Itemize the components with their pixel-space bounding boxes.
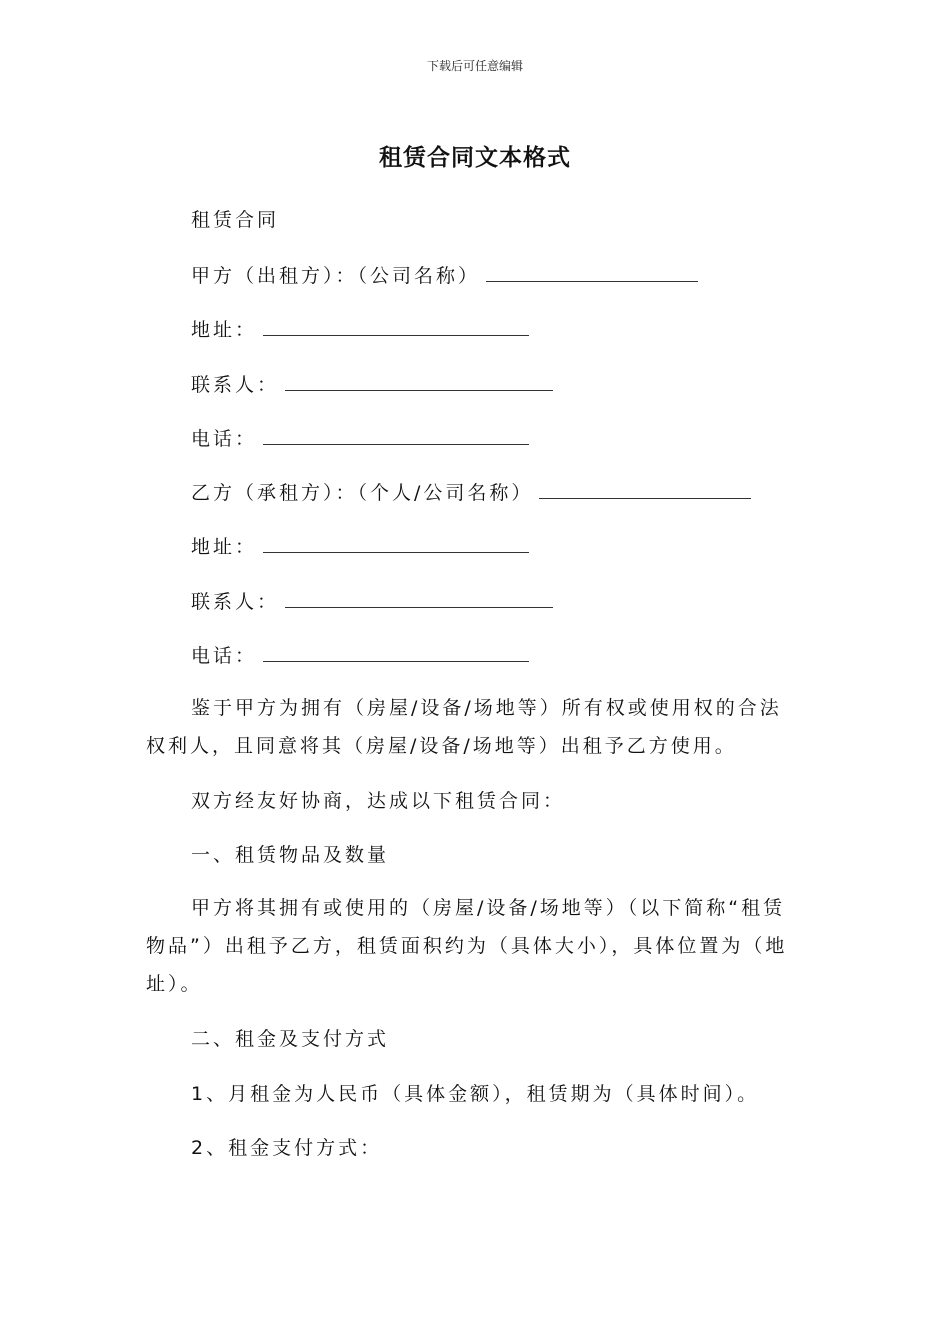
party-a-phone-label: 电话： [191,428,258,450]
party-b-phone-label: 电话： [191,645,258,667]
section2-item2: 2、租金支付方式： [191,1137,383,1159]
party-a-address-label: 地址： [191,319,258,341]
recital-paragraph: 鉴于甲方为拥有（房屋/设备/场地等）所有权或使用权的合法权利人，且同意将其（房屋/设备/场地等）出租予乙方使用。 [146,697,782,757]
party-b-phone-blank [263,643,529,662]
section1-body: 甲方将其拥有或使用的（房屋/设备/场地等）（以下简称“租赁物品”）出租予乙方，租赁面积约为（具体大小），具体位置为（地址）。 [146,897,788,995]
party-b-line [191,480,751,505]
party-b-contact-label: 联系人： [191,591,280,613]
party-b-address-line [191,534,529,559]
party-a-name-blank [486,263,698,282]
document-title: 租赁合同文本格式 [379,145,571,171]
agreement-intro: 双方经友好协商，达成以下租赁合同： [191,790,566,812]
party-a-label: 甲方（出租方）：（公司名称） [191,265,481,287]
party-a-line [191,263,698,288]
party-a-contact-blank [285,372,553,391]
section2-item1: 1、月租金为人民币（具体金额），租赁期为（具体时间）。 [191,1083,760,1105]
contract-heading: 租赁合同 [191,209,280,231]
section2-title: 二、租金及支付方式 [191,1028,390,1050]
party-b-contact-line [191,589,553,614]
party-a-address-line [191,317,529,342]
party-b-label: 乙方（承租方）：（个人/公司名称） [191,482,534,504]
party-a-address-blank [263,317,529,336]
header-note: 下载后可任意编辑 [426,59,523,73]
party-b-contact-blank [285,589,553,608]
party-b-address-blank [263,534,529,553]
party-b-address-label: 地址： [191,536,258,558]
party-a-phone-blank [263,426,529,445]
party-a-contact-label: 联系人： [191,374,280,396]
section1-title: 一、租赁物品及数量 [191,844,390,866]
party-b-name-blank [539,480,751,499]
party-a-contact-line [191,372,553,397]
party-a-phone-line [191,426,529,451]
party-b-phone-line [191,643,529,668]
